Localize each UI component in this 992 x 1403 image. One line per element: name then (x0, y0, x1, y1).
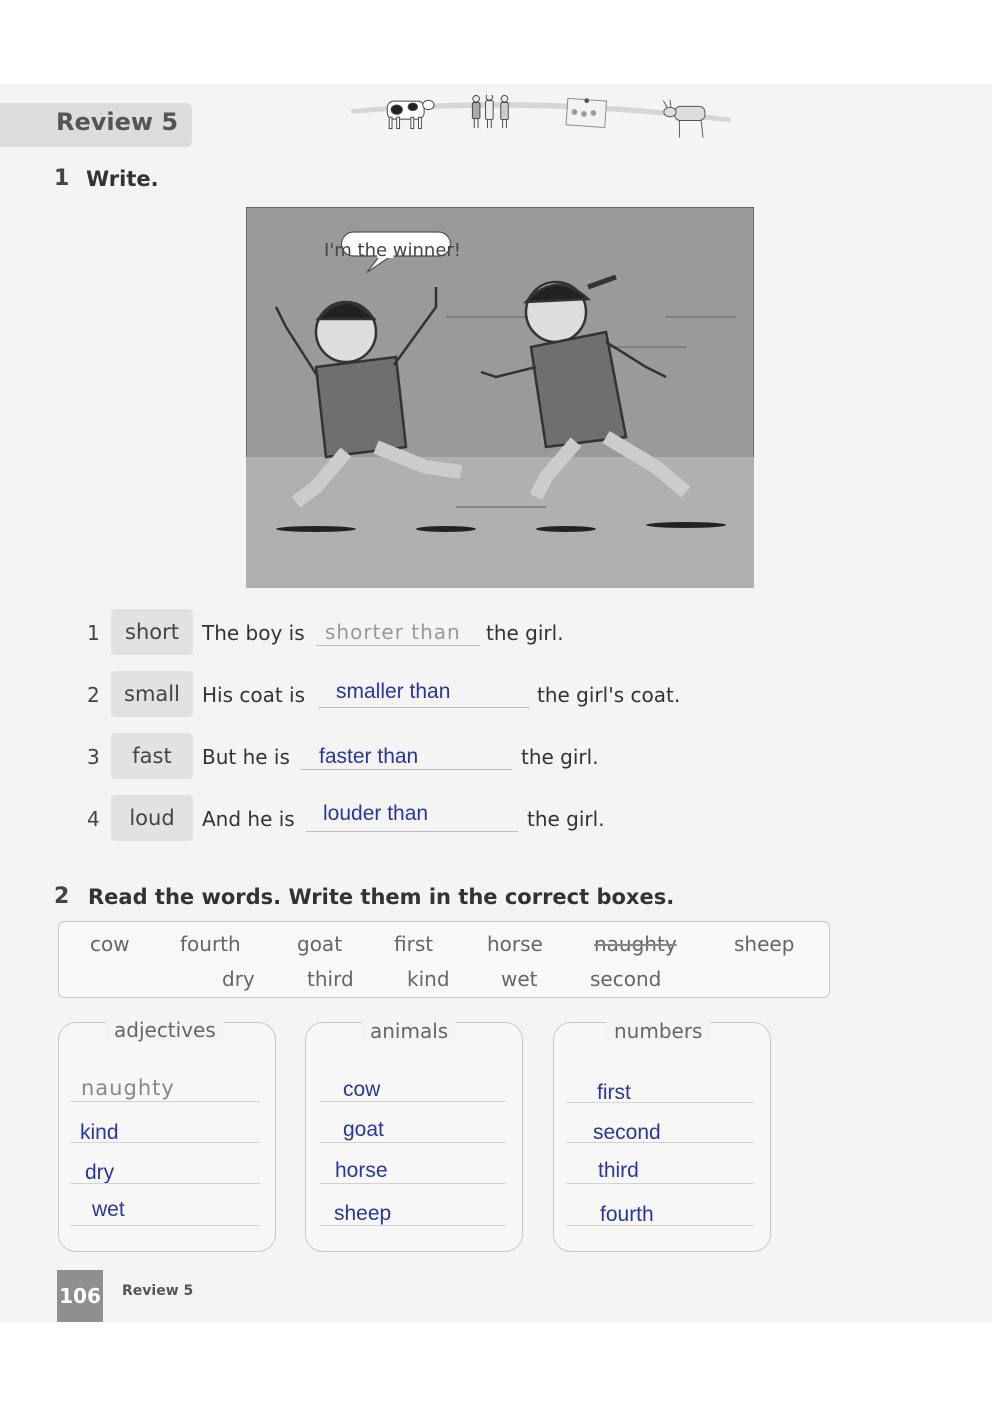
cow-illustration (387, 100, 434, 128)
bank-word: cow (90, 932, 130, 956)
question-4-blank[interactable] (306, 831, 518, 832)
numbers-answer: second (593, 1121, 661, 1144)
question-3-stem: But he is (202, 745, 290, 769)
children-illustration (472, 95, 508, 128)
animals-answer: goat (343, 1118, 384, 1141)
answer-line[interactable] (70, 1183, 260, 1184)
question-2-answer: smaller than (336, 680, 451, 703)
question-2-end: the girl's coat. (537, 683, 681, 707)
animals-box-title: animals (362, 1019, 456, 1043)
answer-line[interactable] (320, 1225, 506, 1226)
answer-line[interactable] (70, 1225, 260, 1226)
adjectives-answer: kind (80, 1121, 119, 1144)
adjectives-answer: dry (85, 1161, 115, 1184)
numbers-box (553, 1022, 771, 1252)
exercise-2-title: Read the words. Write them in the correct boxes. (88, 885, 675, 909)
adjectives-answer: wet (92, 1198, 125, 1221)
question-4-answer: louder than (323, 802, 429, 825)
speech-text: I'm the winner! (324, 240, 462, 261)
answer-line[interactable] (566, 1142, 754, 1143)
question-2-number: 2 (87, 683, 100, 707)
animals-answer: horse (335, 1159, 388, 1182)
numbers-answer: fourth (600, 1203, 654, 1226)
question-1-end: the girl. (486, 621, 564, 645)
bank-word: kind (407, 967, 450, 991)
adjectives-box-title: adjectives (106, 1018, 224, 1042)
page-number: 106 (57, 1270, 103, 1322)
donkey-illustration (663, 100, 705, 138)
answer-line[interactable] (70, 1142, 260, 1143)
answer-line[interactable] (320, 1142, 506, 1143)
question-4-end: the girl. (527, 807, 605, 831)
bank-word: third (307, 967, 354, 991)
animals-answer: sheep (334, 1202, 392, 1225)
exercise-1-title: Write. (86, 167, 159, 191)
photo-illustration (566, 98, 607, 127)
bank-word: horse (487, 932, 543, 956)
numbers-answer: third (598, 1159, 639, 1182)
footer-label: Review 5 (122, 1283, 194, 1299)
question-1-answer: shorter than (325, 620, 461, 644)
bank-word: wet (501, 967, 538, 991)
question-1-blank[interactable] (316, 645, 480, 646)
answer-line[interactable] (70, 1101, 260, 1102)
bank-word-crossed: naughty (594, 932, 677, 956)
answer-line[interactable] (566, 1183, 754, 1184)
question-4-number: 4 (87, 807, 100, 831)
page-title: Review 5 (56, 108, 179, 136)
numbers-answer: first (597, 1081, 631, 1104)
question-1-number: 1 (87, 621, 100, 645)
exercise-2-number: 2 (54, 884, 70, 909)
answer-line[interactable] (320, 1101, 506, 1102)
exercise-1-number: 1 (54, 166, 70, 191)
bank-word: dry (222, 967, 255, 991)
answer-line[interactable] (320, 1183, 506, 1184)
question-4-stem: And he is (202, 807, 295, 831)
question-3-number: 3 (87, 745, 100, 769)
question-4-word-chip: loud (111, 795, 193, 841)
question-3-end: the girl. (521, 745, 599, 769)
bank-word: second (590, 967, 662, 991)
question-2-stem: His coat is (202, 683, 306, 707)
bank-word: fourth (180, 932, 241, 956)
bank-word: sheep (734, 932, 795, 956)
question-2-blank[interactable] (318, 707, 530, 708)
question-2-word-chip: small (111, 671, 193, 717)
question-3-word-chip: fast (111, 733, 193, 779)
question-3-blank[interactable] (300, 769, 512, 770)
bank-word: first (394, 932, 434, 956)
question-1-word-chip: short (111, 609, 193, 655)
answer-line[interactable] (566, 1225, 754, 1226)
answer-line[interactable] (566, 1102, 754, 1103)
question-3-answer: faster than (319, 745, 419, 768)
adjectives-example: naughty (81, 1076, 175, 1100)
bank-word: goat (297, 932, 343, 956)
animals-answer: cow (343, 1078, 381, 1101)
question-1-stem: The boy is (202, 621, 305, 645)
numbers-box-title: numbers (606, 1019, 710, 1043)
